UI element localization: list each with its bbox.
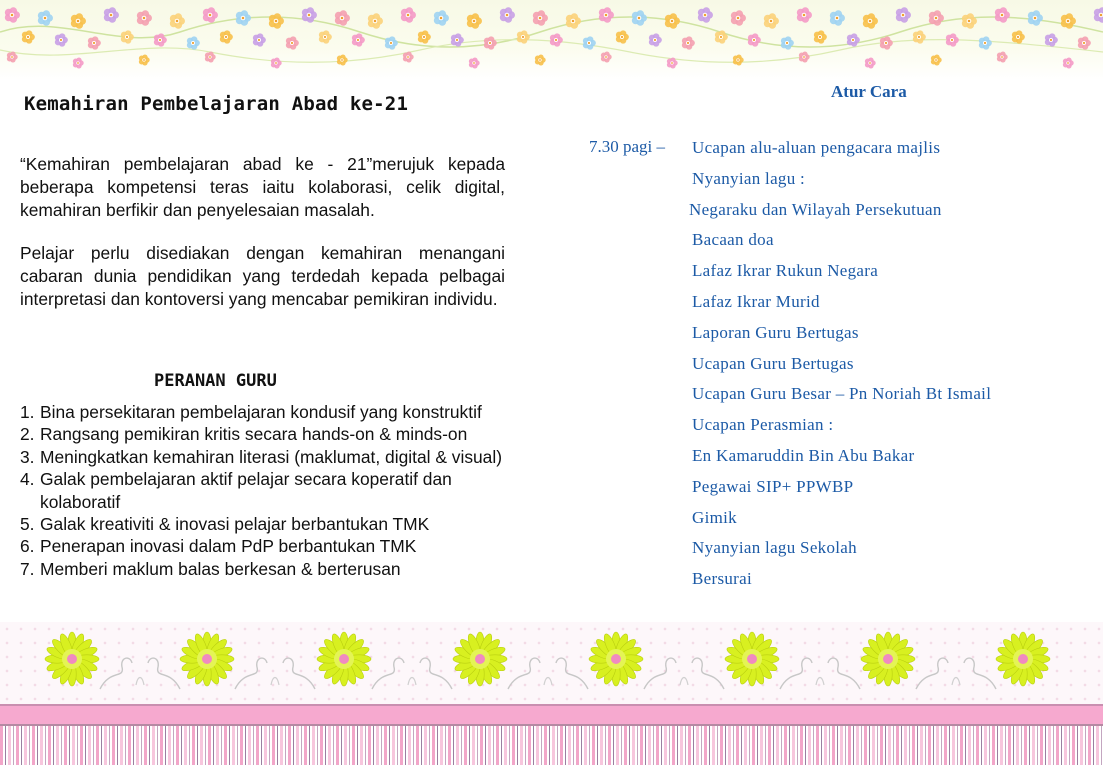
flower-icon (139, 54, 150, 65)
flower-icon (665, 13, 680, 29)
flower-icon (847, 33, 860, 46)
flower-icon (929, 10, 944, 26)
flower-icon (55, 33, 68, 46)
flower-icon (469, 57, 480, 68)
flower-icon (451, 33, 464, 46)
list-text: Galak kreativiti & inovasi pelajar berbantukan TMK (40, 514, 430, 535)
swirl-icon (235, 658, 315, 689)
flower-icon (995, 7, 1010, 23)
agenda-item: Laporan Guru Bertugas (692, 322, 859, 342)
flower-icon (352, 33, 365, 46)
list-item (20, 535, 560, 557)
flower-icon (616, 30, 629, 43)
flower-icon (104, 7, 119, 23)
flower-icon (236, 10, 251, 26)
flower-icon (1028, 10, 1043, 26)
agenda-item: Ucapan Guru Bertugas (692, 353, 854, 373)
flower-icon (1061, 13, 1076, 29)
flower-icon (913, 30, 926, 43)
flower-icon (830, 10, 845, 26)
flower-icon (434, 10, 449, 26)
flower-icon (797, 7, 812, 23)
flower-icon (286, 36, 299, 49)
flower-icon (319, 30, 332, 43)
flower-icon (88, 36, 101, 49)
list-text: Memberi maklum balas berkesan & berterusan (40, 558, 401, 579)
flower-icon (368, 13, 383, 29)
list-item (20, 423, 560, 445)
flower-icon (5, 7, 20, 23)
list-number: 7. (20, 558, 35, 579)
list-text: Bina persekitaran pembelajaran kondusif yang konstruktif (40, 402, 482, 422)
flower-icon (467, 13, 482, 29)
flower-icon (1045, 33, 1058, 46)
flower-icon (22, 30, 35, 43)
list-number: 5. (20, 514, 35, 535)
flower-icon (271, 57, 282, 68)
flower-icon (715, 30, 728, 43)
flower-icon (632, 10, 647, 26)
list-text: Galak pembelajaran aktif pelajar secara koperatif dan kolaboratif (40, 469, 452, 512)
list-number: 3. (20, 446, 35, 467)
list-text: Penerapan inovasi dalam PdP berbantukan TMK (40, 536, 417, 557)
daisy-icon (180, 632, 234, 686)
swirl-icon (644, 658, 724, 689)
flower-icon (73, 57, 84, 68)
list-item (20, 401, 560, 423)
agenda-title: Atur Cara (831, 82, 907, 101)
flower-icon (979, 36, 992, 49)
agenda-item: Gimik (692, 507, 737, 527)
flower-icon (517, 30, 530, 43)
floral-pattern (0, 0, 1103, 80)
flower-icon (187, 36, 200, 49)
flower-icon (533, 10, 548, 26)
roles-list (20, 401, 560, 580)
agenda-list (689, 137, 992, 599)
flower-icon (269, 13, 284, 29)
flower-icon (220, 30, 233, 43)
flower-icon (698, 7, 713, 23)
agenda-item: Pegawai SIP+ PPWBP (692, 476, 854, 496)
flower-icon (764, 13, 779, 29)
flower-icon (38, 10, 53, 26)
flower-icon (781, 36, 794, 49)
flower-icon (865, 57, 876, 68)
agenda-item: Ucapan Perasmian : (692, 415, 834, 435)
pink-band (0, 704, 1103, 726)
flower-icon (799, 51, 810, 62)
flower-icon (896, 7, 911, 23)
agenda-item: Nyanyian lagu : (692, 168, 806, 188)
flower-icon (137, 10, 152, 26)
swirl-icon (916, 658, 996, 689)
flower-icon (484, 36, 497, 49)
flower-icon (253, 33, 266, 46)
section-title-peranan-guru: PERANAN GURU (154, 371, 277, 391)
list-item (20, 446, 560, 468)
flower-icon (535, 54, 546, 65)
list-item (20, 558, 560, 580)
flower-icon (814, 30, 827, 43)
flower-icon (946, 33, 959, 46)
swirl-icon (100, 658, 180, 689)
flower-icon (863, 13, 878, 29)
list-text: Rangsang pemikiran kritis secara hands-on & minds-on (40, 424, 468, 445)
flower-icon (931, 54, 942, 65)
flower-icon (682, 36, 695, 49)
agenda-item: En Kamaruddin Bin Abu Bakar (692, 445, 915, 465)
list-number: 1. (20, 402, 35, 422)
daisy-icon (861, 632, 915, 686)
flower-icon (500, 7, 515, 23)
flower-icon (401, 7, 416, 23)
daisy-icon (317, 632, 371, 686)
bottom-daisy-border (0, 622, 1103, 704)
daisy-icon (453, 632, 507, 686)
agenda-item: Lafaz Ikrar Rukun Negara (692, 261, 879, 281)
agenda-item: Negaraku dan Wilayah Persekutuan (689, 199, 942, 219)
flower-icon (71, 13, 86, 29)
list-number: 2. (20, 424, 35, 445)
agenda-item: Nyanyian lagu Sekolah (692, 538, 857, 558)
flower-icon (748, 33, 761, 46)
flower-icon (599, 7, 614, 23)
swirl-icon (780, 658, 860, 689)
list-text: Meningkatkan kemahiran literasi (maklumat, digital & visual) (40, 446, 503, 467)
top-floral-border (0, 0, 1103, 80)
striped-border (0, 726, 1103, 765)
list-item (20, 468, 560, 513)
daisy-icon (45, 632, 99, 686)
flower-icon (731, 10, 746, 26)
flower-icon (335, 10, 350, 26)
flower-icon (583, 36, 596, 49)
list-number: 6. (20, 536, 35, 557)
flower-icon (649, 33, 662, 46)
flower-icon (550, 33, 563, 46)
agenda-item: Ucapan alu-aluan pengacara majlis (692, 138, 941, 157)
agenda-item: Ucapan Guru Besar – Pn Noriah Bt Ismail (692, 384, 992, 404)
flower-icon (601, 51, 612, 62)
flower-icon (880, 36, 893, 49)
flower-icon (337, 54, 348, 65)
agenda-item: Bacaan doa (692, 230, 774, 250)
list-item (20, 513, 560, 535)
agenda-time: 7.30 pagi – (589, 137, 666, 156)
agenda-item: Bersurai (692, 569, 752, 589)
flower-icon (1012, 30, 1025, 43)
flower-icon (997, 51, 1008, 62)
flower-icon (203, 7, 218, 23)
flower-icon (170, 13, 185, 29)
flower-icon (962, 13, 977, 29)
daisy-pattern (0, 622, 1103, 704)
flower-icon (566, 13, 581, 29)
flower-icon (385, 36, 398, 49)
flower-icon (121, 30, 134, 43)
paragraph-intro: “Kemahiran pembelajaran abad ke - 21”merujuk kepada beberapa kompetensi teras iaitu kolaborasi, celik digital, kemahiran berfikir dan penyelesaian masalah. (20, 154, 505, 220)
list-number: 4. (20, 469, 35, 490)
flower-icon (1063, 57, 1074, 68)
flower-icon (418, 30, 431, 43)
flower-icon (1078, 36, 1091, 49)
agenda-item: Lafaz Ikrar Murid (692, 291, 820, 311)
flower-icon (1094, 7, 1103, 23)
flower-icon (733, 54, 744, 65)
daisy-icon (725, 632, 779, 686)
swirl-icon (508, 658, 588, 689)
flower-icon (403, 51, 414, 62)
swirl-icon (372, 658, 452, 689)
left-title: Kemahiran Pembelajaran Abad ke-21 (24, 93, 409, 115)
paragraph-students: Pelajar perlu disediakan dengan kemahiran menangani cabaran dunia pendidikan yang terdedah kepada pelbagai interpretasi dan kontoversi yang mencabar pemikiran individu. (20, 243, 505, 309)
daisy-icon (589, 632, 643, 686)
daisy-icon (996, 632, 1050, 686)
